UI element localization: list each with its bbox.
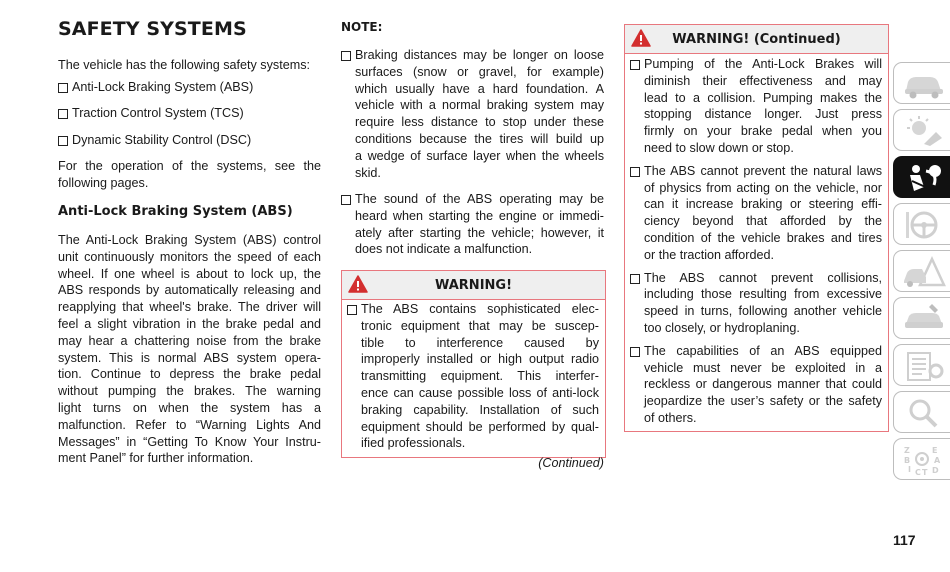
text-line: The sound of the ABS operating may be — [355, 192, 604, 206]
text-line: of physics from acting on the vehicle, nor — [644, 180, 882, 195]
text-line: require less distance to stop under these — [355, 115, 604, 130]
text-line: speed in turns, following another vehicle — [644, 304, 882, 319]
text-line: system. This is normal ABS system opera- — [58, 350, 321, 365]
index-letter: A — [934, 456, 941, 465]
operation-text: For the operation of the systems, see the following pages. — [58, 159, 321, 190]
list-item: Dynamic Stability Control (DSC) — [58, 132, 321, 149]
warning-box — [341, 270, 606, 458]
text-line: The Anti-Lock Braking System (ABS) control — [58, 233, 321, 247]
text-line: improperly installed or high output radio — [361, 352, 599, 367]
tab-service[interactable] — [893, 297, 950, 339]
car-service-icon — [902, 302, 946, 336]
list-item: Anti-Lock Braking System (ABS) — [58, 79, 321, 96]
text-line: ence can cause possible loss of anti-lock — [361, 385, 599, 400]
bullet-square-icon — [630, 274, 640, 284]
note-item — [341, 191, 604, 258]
text-line: conditions because the tires will build up — [355, 131, 604, 146]
text-line: surfaces (snow or gravel, for example) — [355, 64, 604, 79]
page-number: 117 — [893, 532, 916, 548]
abs-heading: Anti-Lock Braking System (ABS) — [58, 204, 293, 219]
text-line: braking capability. Installation of such — [361, 402, 599, 417]
warning-title: WARNING! — [434, 277, 513, 293]
text-line: too closely, or hydroplaning. — [644, 320, 800, 335]
bullet-square-icon — [58, 136, 68, 146]
tab-specifications[interactable] — [893, 344, 950, 386]
text-line: need to slow down or stop. — [644, 140, 794, 155]
bullet-square-icon — [341, 195, 351, 205]
tab-driving[interactable] — [893, 203, 950, 245]
text-line: stopping distance longer. Just press — [644, 107, 882, 122]
index-letter: I — [908, 465, 911, 474]
car-exterior-icon — [902, 67, 946, 101]
text-line: The ABS cannot prevent the natural laws — [644, 163, 882, 178]
tab-dashboard-lights[interactable] — [893, 109, 950, 151]
list-item: Traction Control System (TCS) — [58, 105, 321, 122]
warning-triangle-icon — [348, 275, 368, 293]
text-line: ment Panel” for further information. — [58, 451, 254, 466]
text-line: tronic equipment that may be suscep- — [361, 318, 599, 333]
text-line: The capabilities of an ABS equipped — [644, 343, 882, 358]
warning-title: WARNING! (Continued) — [672, 31, 841, 47]
tab-emergency[interactable] — [893, 250, 950, 292]
text-line: heard when starting the engine or immedi- — [355, 208, 604, 223]
bullet-square-icon — [630, 167, 640, 177]
index-icon — [902, 443, 946, 477]
roadside-warning-icon — [902, 255, 946, 289]
bullet-square-icon — [341, 51, 351, 61]
tab-safety[interactable] — [893, 156, 950, 198]
specifications-icon — [902, 349, 946, 383]
text-line: ABS responds by automatically releasing and — [58, 283, 321, 298]
tab-search[interactable] — [893, 391, 950, 433]
warning-header — [625, 25, 888, 54]
note-item — [341, 47, 604, 181]
index-letter: C — [915, 468, 921, 477]
text-line: does not indicate a malfunction. — [355, 242, 533, 257]
dashboard-lights-icon — [902, 114, 946, 148]
text-line: which usually have a hard foundation. A — [355, 81, 604, 96]
text-line: can it increase braking or steering effi- — [644, 197, 882, 212]
text-line: equipment should be performed by qual- — [361, 419, 599, 434]
index-letter: D — [932, 466, 939, 475]
text-line: The ABS cannot prevent collisions, — [644, 270, 882, 285]
text-line: Braking distances may be longer on loose — [355, 48, 604, 62]
text-line: unit continuously monitors the speed of each — [58, 249, 321, 264]
text-line: Pumping of the Anti-Lock Brakes will — [644, 57, 882, 71]
steering-wheel-icon — [902, 208, 946, 242]
tab-car-exterior[interactable] — [893, 62, 950, 104]
warning-box-continued — [624, 24, 889, 432]
text-line: ciency beyond that afforded by the — [644, 214, 882, 229]
text-line: light turns on when the system has a — [58, 400, 321, 415]
text-line: wheel. If one wheel is about to lock up, the — [58, 266, 321, 281]
note-label: NOTE: — [341, 20, 383, 34]
text-line: without pumping the brakes. The warning — [58, 384, 321, 399]
index-letter: B — [904, 456, 911, 465]
text-line: or the traction afforded. — [644, 247, 774, 262]
warning-item — [347, 301, 599, 452]
index-letter: T — [922, 468, 928, 477]
bullet-square-icon — [630, 60, 640, 70]
warning-item — [630, 343, 882, 427]
text-line: vehicle must never be exploited in a — [644, 360, 882, 375]
text-line: malfunction. Refer to “Warning Lights And — [58, 417, 321, 432]
bullet-square-icon — [58, 109, 68, 119]
tab-index[interactable] — [893, 438, 950, 480]
bullet-square-icon — [347, 305, 357, 315]
text-line: a wedge of surface layer when the wheels — [355, 148, 604, 163]
text-line: skid. — [355, 165, 381, 180]
text-line: ified professionals. — [361, 436, 466, 451]
warning-triangle-icon — [631, 29, 651, 47]
warning-item — [630, 270, 882, 337]
text-line: may hear a chattering noise from the brake — [58, 333, 321, 348]
systems-list — [58, 79, 321, 149]
bullet-square-icon — [58, 83, 68, 93]
warning-header — [342, 271, 605, 300]
index-letter: E — [932, 446, 938, 455]
search-icon — [902, 396, 946, 430]
text-line: diminish their effectiveness and may — [644, 73, 882, 88]
warning-item — [630, 163, 882, 264]
continued-label: (Continued) — [538, 456, 604, 470]
text-line: of others. — [644, 410, 697, 425]
page-title: SAFETY SYSTEMS — [58, 18, 247, 40]
text-line: Messages” in “Getting To Know Your Instru- — [58, 434, 321, 449]
bullet-square-icon — [630, 347, 640, 357]
safety-airbag-icon — [902, 161, 946, 195]
text-line: reapplying that wheel's brake. The driver will — [58, 300, 321, 315]
text-line: including those resulting from excessive — [644, 287, 882, 302]
text-line: transmitting equipment. This interfer- — [361, 369, 599, 384]
text-line: ately after starting the vehicle; however, it — [355, 225, 604, 240]
text-line: The ABS contains sophisticated elec- — [361, 302, 599, 316]
text-line: reckless or dangerous manner that could — [644, 377, 882, 392]
text-line: condition of the vehicle brakes and tires — [644, 230, 882, 245]
text-line: vehicle with a normal braking system may — [355, 98, 604, 113]
text-line: firmly on your brake pedal when you — [644, 124, 882, 139]
index-letter: Z — [904, 446, 910, 455]
text-line: jeopardize the user’s safety or the safety — [644, 394, 882, 409]
text-line: lead to a collision. Pumping makes the — [644, 90, 882, 105]
warning-item — [630, 56, 882, 157]
text-line: tible to interference caused by — [361, 335, 599, 350]
abs-paragraph — [58, 232, 321, 467]
text-line: feel a slight vibration in the brake pedal and — [58, 316, 321, 331]
text-line: tion. Continue to depress the brake pedal — [58, 367, 321, 382]
intro-text: The vehicle has the following safety systems: — [58, 58, 310, 72]
